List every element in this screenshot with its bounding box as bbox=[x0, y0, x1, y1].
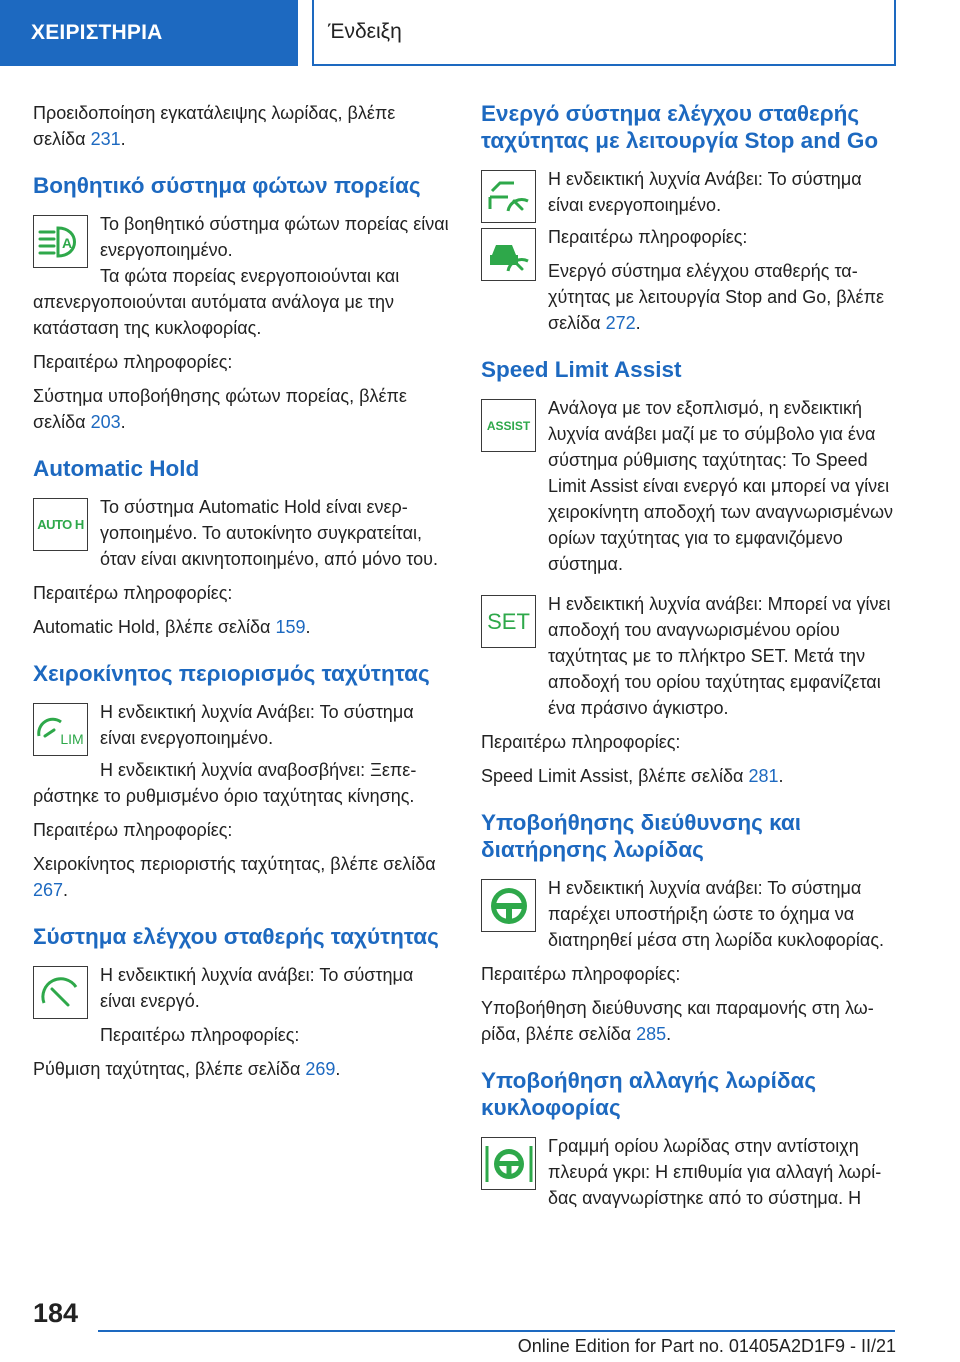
section-heading-cruise-control: Σύστημα ελέγχου σταθερής ταχύτητας bbox=[33, 924, 439, 949]
right-column bbox=[481, 100, 897, 1219]
section-heading-lane-change: Υποβοήθηση αλλαγής λωρίδας κυκλοφορίας bbox=[481, 1068, 817, 1120]
page-link[interactable]: 159 bbox=[275, 617, 306, 637]
acc-status: Η ενδεικτική λυχνία Ανάβει: Το σύστημα είναι ενεργοποιημένο. bbox=[548, 169, 862, 215]
more-info-label: Περαιτέρω πληροφορίες: bbox=[548, 227, 748, 247]
high-beam-desc-start bbox=[100, 271, 449, 297]
set-desc: Η ενδεικτική λυχνία ανάβει: Μπορεί να γίνει αποδοχή του αναγνωρισμένου ορίου ταχύτητας με το πλήκτρο SET. Μετά την αποδοχή του ορίου ταχύτητας εμφανίζεται ένα πράσινο άγκιστρο. bbox=[548, 594, 891, 718]
auto-hold-desc: Το σύστημα Automatic Hold είναι ενεργοποιημένο. Το αυτοκίνητο συγκρατείται, όταν είναι ακινητοποιημένο, από μόνο του. bbox=[100, 497, 439, 569]
speed-limiter-icon bbox=[33, 703, 88, 756]
reference-paragraph: Υποβοήθηση διεύθυνσης και παραμονής στη λωρίδα, βλέπε σελίδα 285. bbox=[481, 998, 874, 1044]
cruise-control-block bbox=[33, 962, 449, 1048]
section-heading-speed-limit-assist: Speed Limit Assist bbox=[481, 357, 682, 382]
section-heading-high-beam: Βοηθητικό σύστημα φώτων πορείας bbox=[33, 173, 421, 198]
speed-limiter-blink: Η ενδεικτική λυχνία αναβοσβήνει: Ξεπεράστηκε το ρυθμισμένο όριο ταχύτητας κίνησης. bbox=[33, 760, 417, 806]
reference-paragraph: Speed Limit Assist, βλέπε σελίδα 281. bbox=[481, 766, 784, 786]
lane-change-icon bbox=[481, 1137, 536, 1190]
speed-limit-assist-block bbox=[481, 395, 897, 577]
lane-change-desc: Γραμμή ορίου λωρίδας στην αντίστοιχη πλευρά γκρι: Η επιθυμία για αλλαγή λωρίδας αναγνωρίστηκε από το σύστημα. Η bbox=[548, 1136, 882, 1208]
acc-icon bbox=[481, 170, 536, 223]
edition-text: Online Edition for Part no. 01405A2D1F9 - II/21 bbox=[517, 1336, 896, 1356]
reference-paragraph: Χειροκίνητος περιοριστής ταχύτητας, βλέπε σελίδα 267. bbox=[33, 854, 436, 900]
speed-limit-assist-desc: Ανάλογα με τον εξοπλισμό, η ενδεικτική λυχνία ανάβει μαζί με το σύμβολο για ένα σύστημα ρύθμισης ταχύτητας: Το Speed Limit Assist είναι ενεργό και μπορεί να γίνει χειροκίνητη αποδοχή των αναγνωρισμένων ορίων ταχύτητας για το εμφανιζόμενο σύστημα. bbox=[548, 398, 894, 574]
page-link[interactable]: 281 bbox=[748, 766, 779, 786]
acc-stop-go-more bbox=[481, 224, 897, 336]
high-beam-status: Το βοηθητικό σύστημα φώτων πορείας είναι ενεργοποιημένο. bbox=[100, 214, 449, 260]
speed-limiter-status: Η ενδεικτική λυχνία Ανάβει: Το σύστημα είναι ενεργοποιημένο. bbox=[100, 702, 414, 748]
footer-divider bbox=[98, 1330, 895, 1332]
high-beam-block bbox=[33, 211, 449, 297]
cruise-control-status: Η ενδεικτική λυχνία ανάβει: Το σύστημα είναι ενεργό. bbox=[100, 965, 414, 1011]
more-info-label: Περαιτέρω πληροφορίες: bbox=[481, 732, 681, 752]
more-info-label: Περαιτέρω πληροφορίες: bbox=[100, 1025, 300, 1045]
reference-paragraph: Automatic Hold, βλέπε σελίδα 159. bbox=[33, 617, 311, 637]
section-heading-auto-hold: Automatic Hold bbox=[33, 456, 200, 481]
section-heading-speed-limiter: Χειροκίνητος περιορισμός ταχύτητας bbox=[33, 661, 430, 686]
high-beam-desc: Τα φώτα πορείας ενεργοποιούνται και απενεργοποιούνται αυτόματα ανάλογα με την κατάσταση της κυκλοφορίας. bbox=[33, 266, 400, 338]
section-heading-acc-stop-go: Ενεργό σύστημα ελέγχου σταθερής ταχύτητας με λειτουργία Stop and Go bbox=[481, 101, 879, 153]
reference-paragraph: Σύστημα υποβοήθησης φώτων πορείας, βλέπε σελίδα 203. bbox=[33, 386, 407, 432]
section-heading-lane-keeping: Υποβοήθησης διεύθυνσης και διατήρησης λωρίδας bbox=[481, 810, 801, 862]
chapter-tab bbox=[312, 0, 896, 66]
reference-paragraph: Ρύθμιση ταχύτητας, βλέπε σελίδα 269. bbox=[33, 1059, 341, 1079]
acc-stop-go-block bbox=[481, 166, 897, 224]
more-info-label: Περαιτέρω πληροφορίες: bbox=[33, 352, 233, 372]
page-link[interactable]: 231 bbox=[90, 129, 121, 149]
page-link[interactable]: 285 bbox=[636, 1024, 667, 1044]
assist-icon: ASSIST bbox=[481, 399, 536, 452]
set-block bbox=[481, 591, 897, 721]
auto-hold-block bbox=[33, 494, 449, 572]
auto-hold-icon: AUTO H bbox=[33, 498, 88, 551]
lane-keeping-block bbox=[481, 875, 897, 953]
page-number: 184 bbox=[33, 1298, 79, 1328]
reference-paragraph: Ενεργό σύστημα ελέγχου σταθερής ταχύτητας με λειτουργία Stop and Go, βλέπε σελίδα 272. bbox=[548, 261, 885, 333]
page-link[interactable]: 203 bbox=[90, 412, 121, 432]
more-info-label: Περαιτέρω πληροφορίες: bbox=[33, 583, 233, 603]
left-column bbox=[33, 100, 449, 1090]
lane-keeping-desc: Η ενδεικτική λυχνία ανάβει: Το σύστημα παρέχει υποστήριξη ώστε το όχημα να διατηρηθεί μέσα στη λωρίδα κυκλοφορίας. bbox=[548, 878, 885, 950]
section-tab bbox=[0, 0, 298, 66]
page-link[interactable]: 267 bbox=[33, 880, 64, 900]
intro-paragraph: Προειδοποίηση εγκατάλειψης λωρίδας, βλέπε σελίδα 231. bbox=[33, 103, 396, 149]
steering-wheel-icon bbox=[481, 879, 536, 932]
svg-text:A: A bbox=[61, 234, 72, 251]
svg-text:LIM: LIM bbox=[59, 730, 84, 747]
more-info-label: Περαιτέρω πληροφορίες: bbox=[481, 964, 681, 984]
acc-stop-go-icon bbox=[481, 228, 536, 281]
page-link[interactable]: 272 bbox=[605, 313, 636, 333]
chapter-title: Ένδειξη bbox=[328, 20, 402, 43]
set-icon: SET bbox=[481, 595, 536, 648]
speed-limiter-block bbox=[33, 699, 449, 757]
high-beam-assist-icon bbox=[33, 215, 88, 268]
page-link[interactable]: 269 bbox=[305, 1059, 336, 1079]
lane-change-block bbox=[481, 1133, 897, 1211]
cruise-control-icon bbox=[33, 966, 88, 1019]
section-title: ΧΕΙΡΙΣΤΗΡΙΑ bbox=[31, 21, 163, 44]
more-info-label: Περαιτέρω πληροφορίες: bbox=[33, 820, 233, 840]
